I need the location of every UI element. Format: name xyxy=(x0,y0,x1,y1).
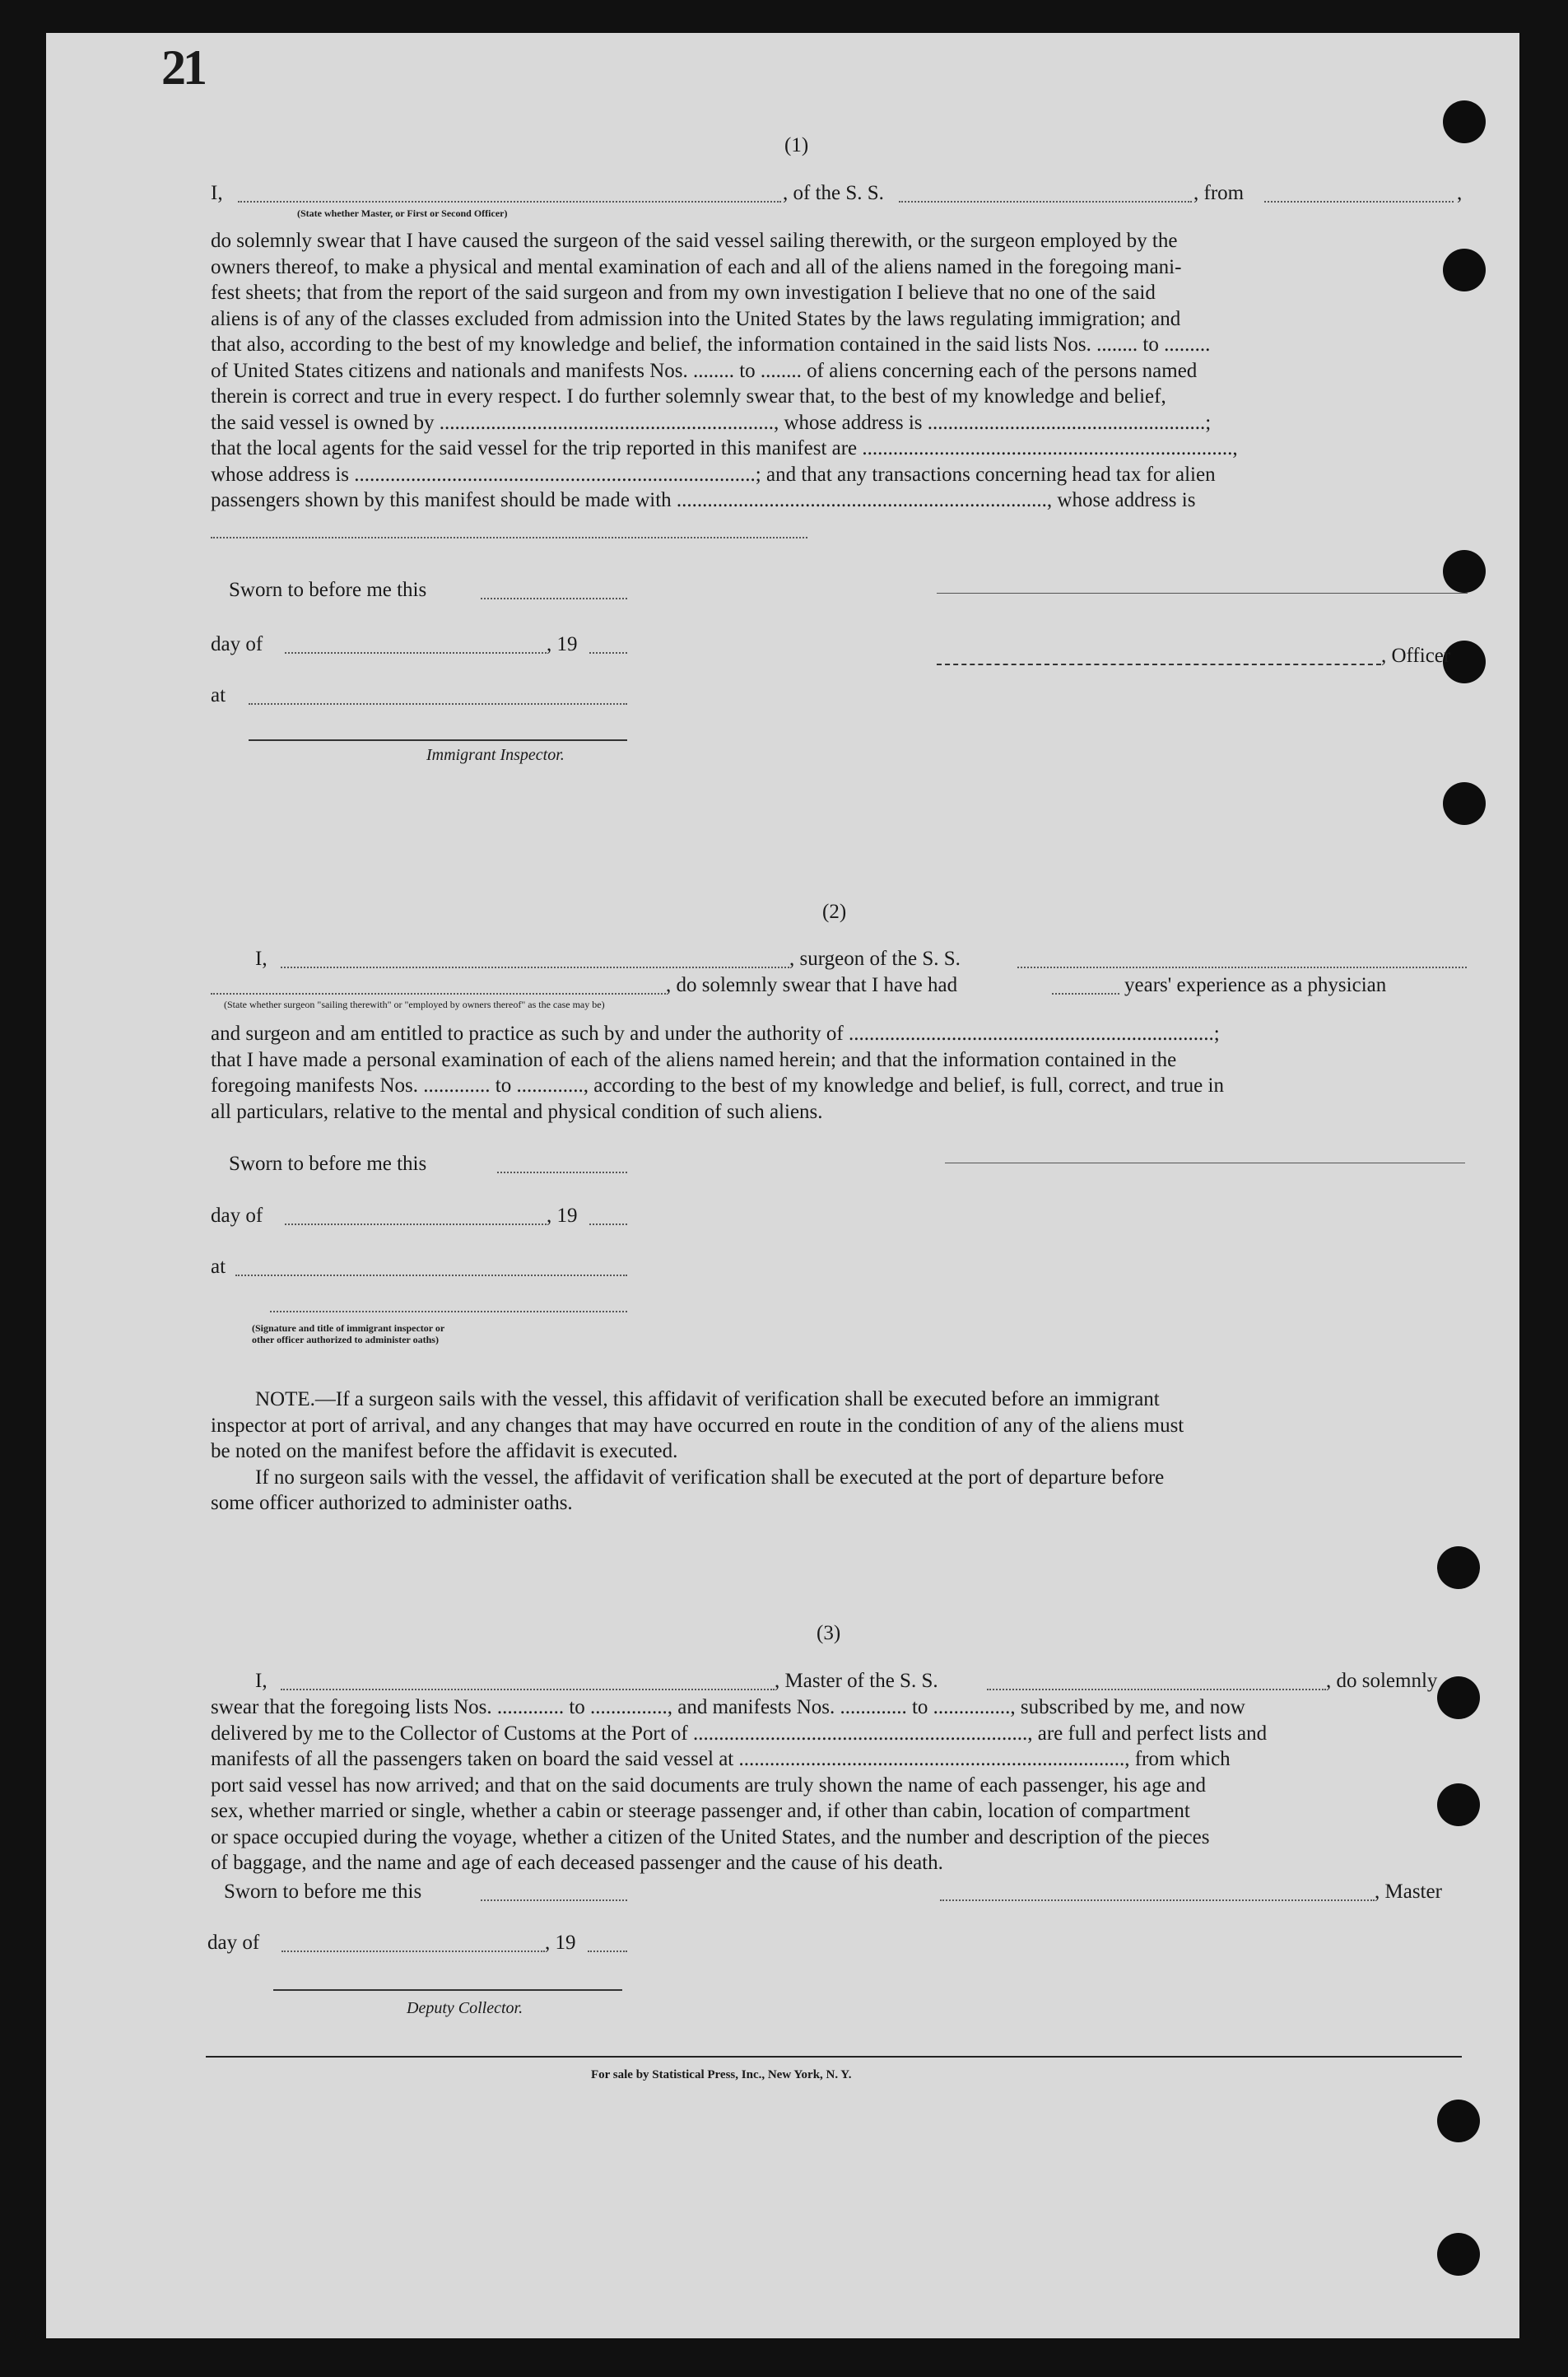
punch-hole xyxy=(1437,1546,1480,1589)
s3-year-label: , 19 xyxy=(545,1932,576,1954)
s1-body-line: that also, according to the best of my knowledge and belief, the information contained in the said lists Nos. ........ to ......... xyxy=(211,333,1211,356)
s3-sworn-day-field[interactable] xyxy=(481,1899,627,1901)
punch-hole xyxy=(1443,550,1486,593)
s1-at-label: at xyxy=(211,684,226,706)
s3-month-field[interactable] xyxy=(281,1951,545,1952)
s2-sig-caption-1: (Signature and title of immigrant inspector or xyxy=(252,1322,445,1334)
s2-note-line: inspector at port of arrival, and any changes that may have occurred en route in the condition of any of the aliens must xyxy=(211,1414,1184,1437)
s3-collector-label: Deputy Collector. xyxy=(407,1999,523,2017)
s1-officer-label: , Officer xyxy=(1381,645,1451,667)
s1-month-field[interactable] xyxy=(285,652,547,654)
s1-head-tax-address-field[interactable] xyxy=(211,537,807,538)
s1-officer-caption: (State whether Master, or First or Second Officer) xyxy=(297,207,508,219)
s3-master-label: , Master xyxy=(1375,1881,1442,1903)
s1-inspector-signature-line[interactable] xyxy=(249,739,627,741)
s3-i-label: I, xyxy=(255,1670,268,1692)
s1-body-line: whose address is ..............................................................................; and that any transactions concerning head tax for alien xyxy=(211,463,1216,486)
s3-vessel-field[interactable] xyxy=(987,1689,1326,1690)
s1-year-field[interactable] xyxy=(589,652,627,654)
s2-month-field[interactable] xyxy=(285,1223,547,1225)
s3-year-field[interactable] xyxy=(588,1951,627,1952)
s2-sworn-day-field[interactable] xyxy=(497,1172,627,1173)
s3-body-line: or space occupied during the voyage, whether a citizen of the United States, and the number and description of the pieces xyxy=(211,1825,1210,1848)
section-3-heading: (3) xyxy=(817,1622,841,1644)
s2-year-label: , 19 xyxy=(547,1205,578,1227)
s1-vessel-name-field[interactable] xyxy=(899,201,1192,203)
s2-note xyxy=(211,1387,1467,1517)
s1-from-label: , from xyxy=(1193,182,1245,204)
s1-comma: , xyxy=(1457,182,1463,204)
s3-master-of-label: , Master of the S. S. xyxy=(775,1670,938,1692)
s1-body-line: therein is correct and true in every respect. I do further solemnly swear that, to the best of my knowledge and belief, xyxy=(211,385,1166,408)
section-2-heading: (2) xyxy=(822,901,847,923)
manifest-page xyxy=(46,33,1519,2338)
s2-capacity-field[interactable] xyxy=(211,993,666,995)
s2-sworn-label: Sworn to before me this xyxy=(229,1153,427,1175)
s1-body-line: do solemnly swear that I have caused the surgeon of the said vessel sailing therewith, or the surgeon employed by the xyxy=(211,230,1178,252)
punch-hole xyxy=(1443,100,1486,143)
s1-sworn-day-field[interactable] xyxy=(481,598,627,599)
s3-body-line: swear that the foregoing lists Nos. ............. to ..............., and manifests Nos. ............. to ..............., subscribed by me, and now xyxy=(211,1696,1245,1718)
s2-day-of-label: day of xyxy=(211,1205,263,1227)
punch-hole xyxy=(1437,2100,1480,2142)
s2-authority-signature-line[interactable] xyxy=(270,1311,627,1312)
s1-of-ss-label: , of the S. S. xyxy=(783,182,884,204)
s1-body-line: fest sheets; that from the report of the said surgeon and from my own investigation I believe that no one of the said xyxy=(211,282,1156,304)
section-1-heading: (1) xyxy=(784,134,809,156)
s2-solemnly-label: , do solemnly swear that I have had xyxy=(666,974,958,996)
s2-years-field[interactable] xyxy=(1052,993,1119,995)
s1-body-line: aliens is of any of the classes excluded from admission into the United States by the laws regulating immigration; and xyxy=(211,307,1181,330)
s2-capacity-caption: (State whether surgeon "sailing therewith" or "employed by owners thereof" as the case may be) xyxy=(224,999,605,1010)
s1-day-of-label: day of xyxy=(211,633,263,655)
s1-sworn-label: Sworn to before me this xyxy=(229,579,427,601)
s2-body-line: foregoing manifests Nos. ............. to ............., according to the best of my knowledge and belief, is full, correct, and true in xyxy=(211,1074,1224,1097)
s3-master-name-field[interactable] xyxy=(281,1689,775,1690)
footer-publisher-text: For sale by Statistical Press, Inc., New York, N. Y. xyxy=(591,2068,852,2081)
s2-body-line: and surgeon and am entitled to practice as such by and under the authority of .......................................................................; xyxy=(211,1023,1220,1045)
s2-body-line: all particulars, relative to the mental and physical condition of such aliens. xyxy=(211,1100,823,1123)
s3-master-signature-line[interactable] xyxy=(940,1899,1375,1901)
s2-note-line: be noted on the manifest before the affidavit is executed. xyxy=(211,1440,678,1462)
s1-body-line: passengers shown by this manifest should be made with ........................................................................, whose address is xyxy=(211,489,1196,511)
s3-day-of-label: day of xyxy=(207,1932,260,1954)
s3-body-line: sex, whether married or single, whether a cabin or steerage passenger and, if other than cabin, location of compartment xyxy=(211,1800,1190,1822)
s1-body-line: owners thereof, to make a physical and mental examination of each and all of the aliens named in the foregoing mani- xyxy=(211,255,1182,278)
s2-note-line: NOTE.—If a surgeon sails with the vessel, this affidavit of verification shall be executed before an immigrant xyxy=(255,1388,1160,1410)
s3-collector-signature-line[interactable] xyxy=(273,1989,622,1991)
s1-at-place-field[interactable] xyxy=(249,703,627,705)
s2-year-field[interactable] xyxy=(589,1223,627,1225)
corner-handwritten-mark: 21 xyxy=(161,40,204,95)
s1-inspector-label: Immigrant Inspector. xyxy=(426,746,565,764)
s3-solemnly-label: , do solemnly xyxy=(1326,1670,1438,1692)
s3-body-line: delivered by me to the Collector of Customs at the Port of ................................................................., are full and perfect lists and xyxy=(211,1722,1268,1745)
s2-note-line: some officer authorized to administer oaths. xyxy=(211,1492,573,1514)
s1-from-port-field[interactable] xyxy=(1264,201,1454,203)
s1-i-label: I, xyxy=(211,182,223,204)
s2-body xyxy=(211,1021,1467,1125)
s3-sworn-label: Sworn to before me this xyxy=(224,1881,422,1903)
s1-officer-line[interactable] xyxy=(937,664,1381,665)
s2-years-label: years' experience as a physician xyxy=(1124,974,1387,996)
s3-body-line: port said vessel has now arrived; and that on the said documents are truly shown the name of each passenger, his age and xyxy=(211,1773,1207,1797)
s1-body xyxy=(211,228,1467,514)
s2-at-place-field[interactable] xyxy=(235,1275,627,1276)
footer-rule xyxy=(206,2056,1462,2058)
punch-hole xyxy=(1443,782,1486,825)
s2-surgeon-of-label: , surgeon of the S. S. xyxy=(789,948,961,970)
punch-hole xyxy=(1437,2233,1480,2276)
s2-surgeon-name-field[interactable] xyxy=(281,967,789,968)
s2-i-label: I, xyxy=(255,948,268,970)
s1-body-line: of United States citizens and nationals and manifests Nos. ........ to ........ of aliens concerning each of the persons named xyxy=(211,359,1198,382)
s1-body-line: that the local agents for the said vessel for the trip reported in this manifest are ........................................................................, xyxy=(211,437,1238,459)
s2-sig-caption-2: other officer authorized to administer oaths) xyxy=(252,1334,439,1345)
s3-body-line: manifests of all the passengers taken on board the said vessel at ..........................................................................., from which xyxy=(211,1748,1231,1770)
s1-year-label: , 19 xyxy=(547,633,578,655)
s2-at-label: at xyxy=(211,1256,226,1278)
s2-vessel-field[interactable] xyxy=(1017,967,1467,968)
s1-body-line: the said vessel is owned by ................................................................., whose address is ......................................................; xyxy=(211,411,1212,434)
s1-signature-line[interactable] xyxy=(937,593,1468,594)
s1-officer-title-field[interactable] xyxy=(238,201,781,203)
s2-note-line: If no surgeon sails with the vessel, the affidavit of verification shall be executed at the port of departure before xyxy=(255,1466,1165,1489)
s3-body-line: of baggage, and the name and age of each deceased passenger and the cause of his death. xyxy=(211,1852,943,1874)
s2-body-line: that I have made a personal examination of each of the aliens named herein; and that the information contained in the xyxy=(211,1048,1177,1071)
s3-body xyxy=(211,1694,1467,1876)
